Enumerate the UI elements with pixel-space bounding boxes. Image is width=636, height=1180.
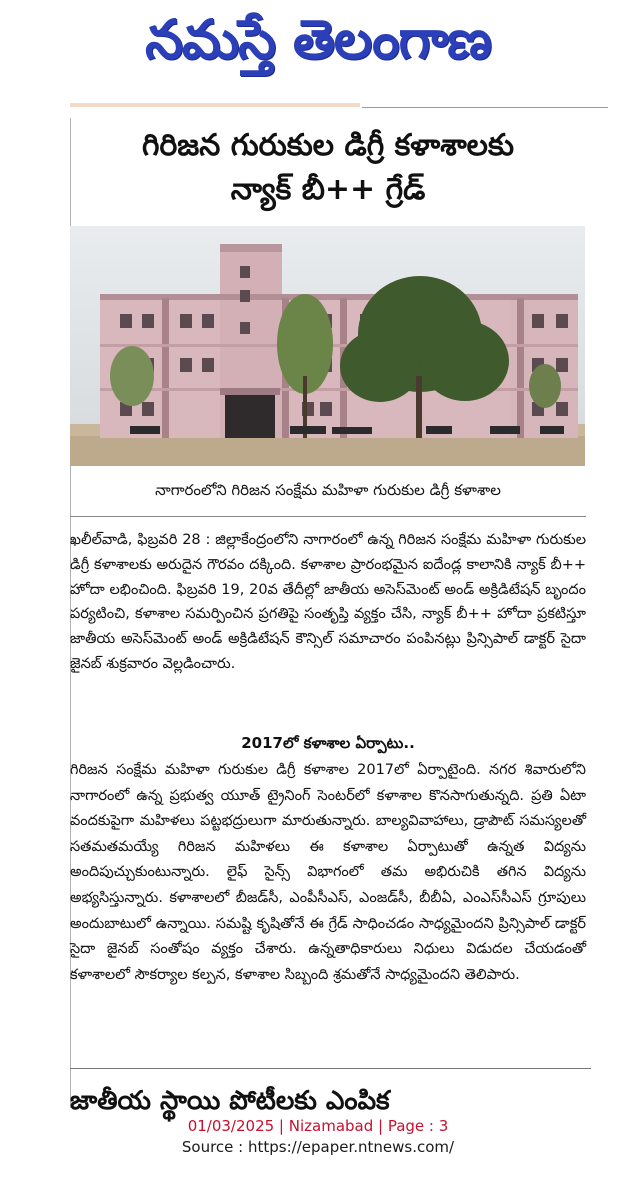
article-end-rule <box>70 1068 591 1069</box>
college-building-photo <box>70 226 585 466</box>
headline-line-1: గిరిజన గురుకుల డిగ్రీ కళాశాలకు <box>141 128 514 163</box>
newspaper-logo: నమస్తే తెలంగాణ <box>145 8 491 71</box>
headline-line-2: న్యాక్ బీ++ గ్రేడ్ <box>230 172 426 207</box>
next-headline-text: జాతీయ స్థాయి పోటీలకు ఎంపిక <box>70 1086 390 1116</box>
caption-divider <box>70 516 586 517</box>
article-subhead: 2017లో కళాశాల ఏర్పాటు.. <box>241 734 415 752</box>
source-link[interactable]: Source : https://epaper.ntnews.com/ <box>181 1138 455 1156</box>
article-headline <box>70 124 586 212</box>
footer <box>0 1116 636 1158</box>
next-article-headline-fragment <box>70 1086 586 1116</box>
photo-caption: నాగారంలోని గిరిజన సంక్షేమ మహిళా గురుకుల డిగ్రీ కళాశాల <box>155 481 501 499</box>
article-paragraph-1: ఖలీల్‌వాడి, ఫిబ్రవరి 28 : జిల్లాకేంద్రంలోని నాగారంలో ఉన్న గిరిజన సంక్షేమ మహిళా గురుకుల డిగ్రీ కళాశాలకు అరుదైన గౌరవం దక్కింది. కళాశాల ప్రారంభమైన ఐదేండ్ల కాలానికి న్యాక్ బీ++ హోదా లభించింది. ఫిబ్రవరి 19, 20వ తేదీల్లో జాతీయ అసెస్‌మెంట్ అండ్ అక్రిడిటేషన్ బృందం పర్యటించి, కళాశాల సమర్పించిన ప్రగతిపై సంతృప్తి వ్యక్తం చేసి, న్యాక్ బీ++ హోదా ప్రకటిస్తూ జాతీయ అసెస్‌మెంట్ అండ్ అక్రిడిటేషన్ కౌన్సిల్ సమాచారం పంపినట్లు ప్రిన్సిపాల్ డాక్టర్ సైదా జైనబ్ శుక్రవారం వెల్లడించారు. <box>70 532 586 672</box>
header-divider <box>362 107 608 108</box>
article-photo <box>70 226 585 466</box>
masthead <box>0 0 636 88</box>
edition-info: 01/03/2025 | Nizamabad | Page : 3 <box>187 1117 449 1135</box>
header-accent-rule <box>70 103 360 107</box>
article-paragraph-2: గిరిజన సంక్షేమ మహిళా గురుకుల డిగ్రీ కళాశాల 2017లో ఏర్పాటైంది. నగర శివారులోని నాగారంలో ఉన్న ప్రభుత్వ యూత్ ట్రైనింగ్ సెంటర్‌లో కళాశాల కొనసాగుతున్నది. ప్రతి ఏటా వందకుపైగా మహిళలు పట్టభద్రులుగా మారుతున్నారు. బాల్యవివాహాలు, డ్రాపౌట్ సమస్యలతో సతమతమయ్యే గిరిజన మహిళలు ఈ కళాశాల ఏర్పాటుతో ఉన్నత విద్యను అందిపుచ్చుకుంటున్నారు. లైఫ్ సైన్స్ విభాగంలో తమ అభిరుచికి తగిన విద్యను అభ్యసిస్తున్నారు. కళాశాలలో బీజడ్‌సీ, ఎంపీసీఎస్, ఎంజడ్‌సీ, బీబీఏ, ఎంఎస్‌సీఎస్ గ్రూపులు అందుబాటులో ఉన్నాయి. సమష్టి కృషితోనే ఈ గ్రేడ్ సాధించడం సాధ్యమైందని ప్రిన్సిపాల్ డాక్టర్ సైదా జైనబ్ సంతోషం వ్యక్తం చేశారు. ఉన్నతాధికారులు నిధులు విడుదల చేయడంతో కళాశాలలో సౌకర్యాల కల్పన, కళాశాల సిబ్బంది శ్రమతోనే సాధ్యమైందని తెలిపారు. <box>70 762 586 983</box>
